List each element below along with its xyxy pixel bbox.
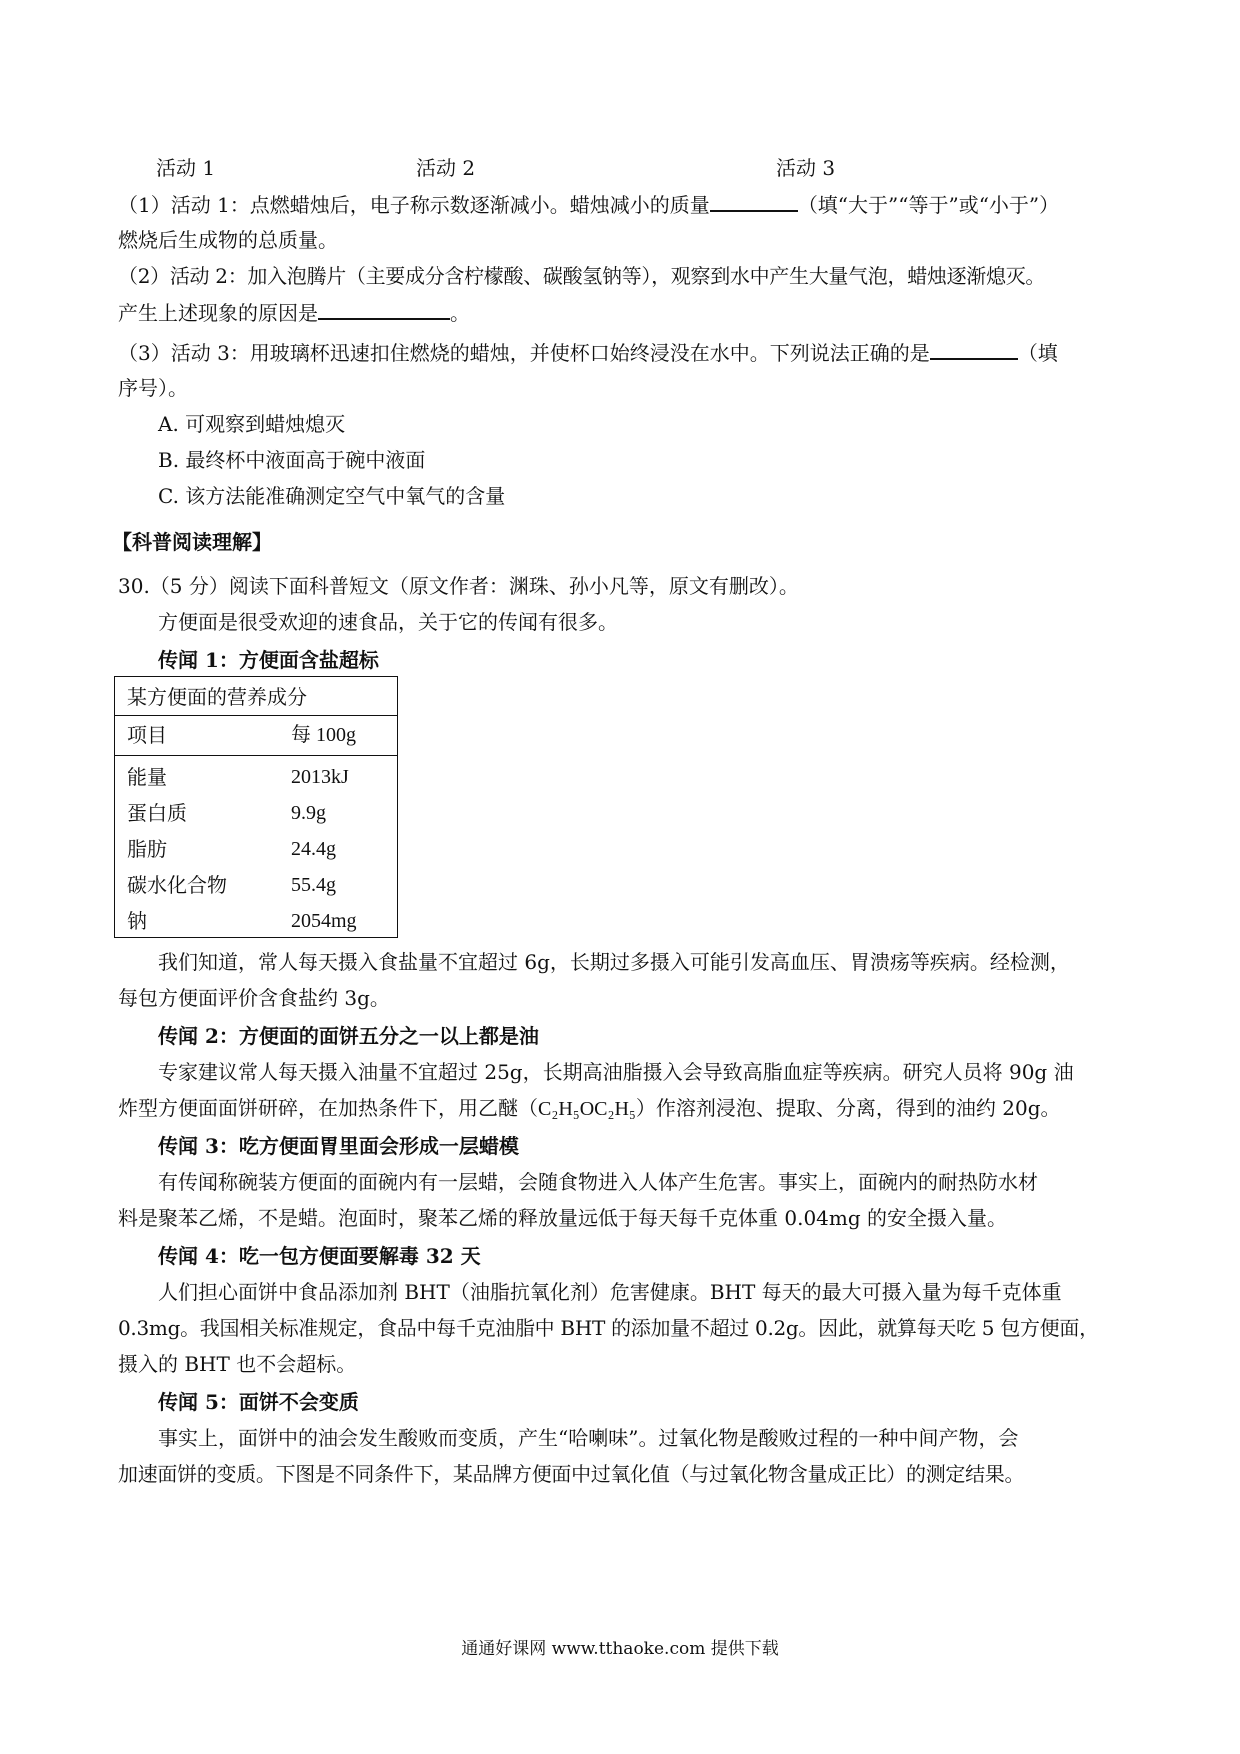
q30-paragraph-5b: 0.3mg。我国相关标准规定，食品中每千克油脂中 BHT 的添加量不超过 0.2g。因此，就算每天吃 5 包方便面， bbox=[118, 1316, 1099, 1340]
q30-p3b-post: ）作溶剂浸泡、提取、分离，得到的油约 20g。 bbox=[635, 1096, 1061, 1120]
q30-paragraph-2b: 每包方便面评价含食盐约 3g。 bbox=[118, 986, 390, 1010]
q3-line-1 bbox=[118, 340, 1058, 365]
activity-label-1: 活动 1 bbox=[156, 156, 216, 180]
table-cell-value: 2054mg bbox=[291, 910, 357, 932]
rumor-4-heading: 传闻 4：吃一包方便面要解毒 32 天 bbox=[158, 1244, 481, 1268]
q30-paragraph-6b: 加速面饼的变质。下图是不同条件下，某品牌方便面中过氧化值（与过氧化物含量成正比）的测定结果。 bbox=[118, 1462, 1025, 1486]
q30-paragraph-4b: 料是聚苯乙烯，不是蜡。泡面时，聚苯乙烯的释放量远低于每天每千克体重 0.04mg 的安全摄入量。 bbox=[118, 1206, 1008, 1230]
table-cell-item: 钠 bbox=[127, 909, 147, 933]
q3-line-2: 序号）。 bbox=[118, 376, 188, 400]
rumor-1-heading: 传闻 1：方便面含盐超标 bbox=[158, 648, 379, 672]
table-cell-value: 55.4g bbox=[291, 874, 336, 896]
rumor-2-heading: 传闻 2：方便面的面饼五分之一以上都是油 bbox=[158, 1024, 539, 1048]
table-cell-item: 碳水化合物 bbox=[127, 873, 227, 897]
q30-paragraph-2a: 我们知道，常人每天摄入食盐量不宜超过 6g，长期过多摄入可能引发高血压、胃溃疡等疾病。经检测， bbox=[158, 950, 1070, 974]
footer-watermark: 通通好课网 www.tthaoke.com 提供下载 bbox=[461, 1639, 779, 1659]
table-divider bbox=[115, 755, 397, 756]
table-header-per100g: 每 100g bbox=[291, 724, 356, 746]
table-cell-value: 24.4g bbox=[291, 838, 336, 860]
q3-text-a: （3）活动 3：用玻璃杯迅速扣住燃烧的蜡烛，并使杯口始终浸没在水中。下列说法正确的是 bbox=[118, 341, 930, 365]
rumor-5-heading: 传闻 5：面饼不会变质 bbox=[158, 1390, 359, 1414]
nutrition-table bbox=[114, 676, 398, 938]
q3-option-b: B. 最终杯中液面高于碗中液面 bbox=[158, 448, 426, 472]
q30-paragraph-6a: 事实上，面饼中的油会发生酸败而变质，产生“哈喇味”。过氧化物是酸败过程的一种中间产物，会 bbox=[158, 1426, 1019, 1450]
q1-line-2: 燃烧后生成物的总质量。 bbox=[118, 228, 338, 252]
table-divider bbox=[115, 715, 397, 716]
table-cell-item: 蛋白质 bbox=[127, 801, 187, 825]
q3-option-a: A. 可观察到蜡烛熄灭 bbox=[158, 412, 346, 436]
q30-paragraph-3a: 专家建议常人每天摄入油量不宜超过 25g，长期高油脂摄入会导致高脂血症等疾病。研究人员将 90g 油 bbox=[158, 1060, 1074, 1084]
q3-answer-blank[interactable] bbox=[930, 340, 1018, 360]
q2-line-2 bbox=[118, 300, 470, 325]
table-cell-value: 9.9g bbox=[291, 802, 326, 824]
q1-line-1 bbox=[118, 192, 1059, 217]
q30-paragraph-4a: 有传闻称碗装方便面的面碗内有一层蜡，会随食物进入人体产生危害。事实上，面碗内的耐热防水材 bbox=[158, 1170, 1038, 1194]
activity-label-2: 活动 2 bbox=[416, 156, 476, 180]
q2-text-a: 产生上述现象的原因是 bbox=[118, 301, 318, 325]
q30-paragraph-5a: 人们担心面饼中食品添加剂 BHT（油脂抗氧化剂）危害健康。BHT 每天的最大可摄入量为每千克体重 bbox=[158, 1280, 1062, 1304]
table-cell-value: 2013kJ bbox=[291, 766, 349, 788]
q3-text-b: （填 bbox=[1017, 341, 1058, 365]
q3-option-c: C. 该方法能准确测定空气中氧气的含量 bbox=[158, 484, 506, 508]
q30-paragraph-1: 方便面是很受欢迎的速食品，关于它的传闻有很多。 bbox=[158, 610, 618, 634]
q30-p3b-pre: 炸型方便面面饼研碎，在加热条件下，用乙醚（ bbox=[118, 1096, 538, 1120]
section-title: 【科普阅读理解】 bbox=[112, 530, 272, 554]
q30-paragraph-3b bbox=[118, 1096, 1061, 1121]
q2-line-1: （2）活动 2：加入泡腾片（主要成分含柠檬酸、碳酸氢钠等），观察到水中产生大量气泡，蜡烛逐渐熄灭。 bbox=[118, 264, 1046, 288]
table-cell-item: 脂肪 bbox=[127, 837, 167, 861]
table-cell-item: 能量 bbox=[127, 765, 167, 789]
q2-answer-blank[interactable] bbox=[318, 300, 450, 320]
rumor-3-heading: 传闻 3：吃方便面胃里面会形成一层蜡模 bbox=[158, 1134, 519, 1158]
q2-text-b: 。 bbox=[450, 301, 470, 325]
activity-label-3: 活动 3 bbox=[776, 156, 836, 180]
table-header-item: 项目 bbox=[127, 723, 167, 747]
q1-text-b: （填“大于”“等于”或“小于”） bbox=[797, 193, 1060, 217]
ether-formula: C₂H₅OC₂H₅ bbox=[538, 1098, 636, 1120]
q1-text-a: （1）活动 1：点燃蜡烛后，电子称示数逐渐减小。蜡烛减小的质量 bbox=[118, 193, 710, 217]
q30-intro: 30.（5 分）阅读下面科普短文（原文作者：渊珠、孙小凡等，原文有删改）。 bbox=[118, 574, 799, 598]
q30-paragraph-5c: 摄入的 BHT 也不会超标。 bbox=[118, 1352, 357, 1376]
table-title: 某方便面的营养成分 bbox=[127, 685, 307, 709]
q1-answer-blank[interactable] bbox=[710, 192, 798, 212]
